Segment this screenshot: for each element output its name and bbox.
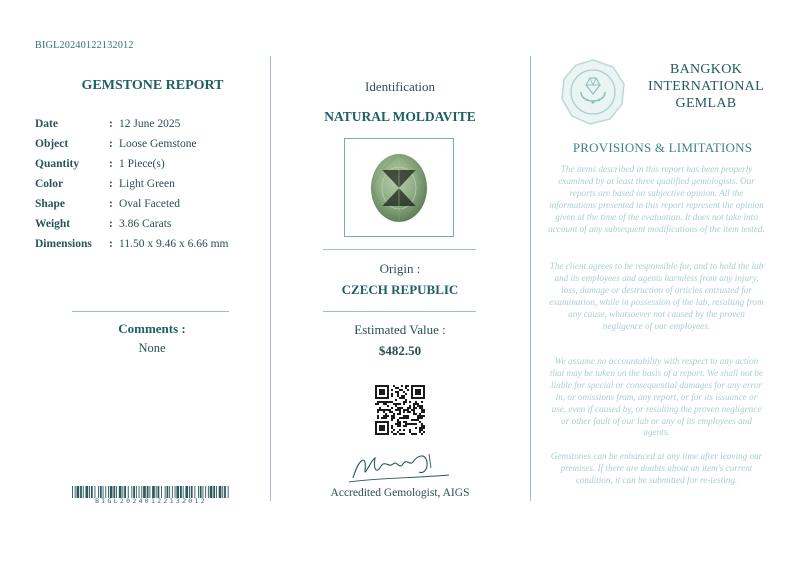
identification-label: Identification <box>364 79 436 94</box>
barcode-text: BIGL20240122132012 <box>95 497 207 505</box>
field-colon: : <box>109 138 113 150</box>
field-value: 1 Piece(s) <box>119 158 165 170</box>
field-value: Loose Gemstone <box>119 138 197 150</box>
comments-value: None <box>138 341 166 355</box>
details-list <box>35 118 265 258</box>
field-label: Quantity <box>35 158 80 170</box>
comments-rule <box>72 311 229 312</box>
field-object <box>35 138 265 158</box>
field-quantity <box>35 158 265 178</box>
gemstone-image <box>345 139 453 236</box>
field-label: Weight <box>35 218 71 230</box>
divider-right <box>530 56 531 501</box>
report-title: GEMSTONE REPORT <box>81 78 224 93</box>
field-colon: : <box>109 158 113 170</box>
field-label: Date <box>35 118 58 130</box>
field-colon: : <box>109 218 113 230</box>
field-color <box>35 178 265 198</box>
provisions-paragraph: Gemstones can be enhanced at any time after leaving our premises. If there are doubts about an item's current condition, it can be submitted for re-testing. <box>550 451 763 485</box>
lab-name <box>640 61 772 112</box>
lab-name-line1: BANGKOK <box>669 62 743 77</box>
provisions-paragraph: We assume no accountability with respect to any action that may be taken on the basis of a report. We shall not be liable for special or consequential damages for any error in, or omissions from, any report, or for its issuance or use, even if caused by, or resulting the proven negligence or other fault of our lab or any of its employees and agents. <box>549 356 764 438</box>
field-value: 11.50 x 9.46 x 6.66 mm <box>119 238 229 250</box>
origin-rule-bottom <box>323 311 476 312</box>
field-label: Object <box>35 138 69 150</box>
field-value: 3.86 Carats <box>119 218 172 230</box>
gemstone-photo <box>344 138 454 237</box>
comments-label: Comments : <box>118 321 186 336</box>
report-id: BIGL20240122132012 <box>35 40 134 51</box>
field-value: Oval Faceted <box>119 198 180 210</box>
stone-name: NATURAL MOLDAVITE <box>324 109 476 124</box>
estimated-value-label: Estimated Value : <box>354 322 446 337</box>
field-label: Shape <box>35 198 66 210</box>
provisions-title: PROVISIONS & LIMITATIONS <box>572 140 753 155</box>
provisions-paragraph: The client agrees to be responsible for, and to hold the lab and its employees and agents harmless from any injury, loss, damage or destruction of articles entrusted for examination, while in possession of the lab, resulting from any cause, whatsoever not caused by the proven negligence of our employees. <box>549 261 764 331</box>
lab-name-line3: GEMLAB <box>675 96 737 111</box>
field-label: Color <box>35 178 64 190</box>
lab-name-line2: INTERNATIONAL <box>648 79 764 94</box>
field-label: Dimensions <box>35 238 92 250</box>
gemologist-title: Accredited Gemologist, AIGS <box>330 487 470 499</box>
provisions-paragraph: The items described in this report has been properly examined by at least three qualified gemologists. Our reports are based on subjective opinion. All the informations presented in this report represent the opinion given at the time of the evaluation. It does not take into account of any subsequent modifications of the item tested. <box>548 164 765 234</box>
field-shape <box>35 198 265 218</box>
field-colon: : <box>109 178 113 190</box>
origin-label: Origin : <box>379 261 421 276</box>
lab-logo-icon <box>559 58 627 126</box>
field-value: 12 June 2025 <box>119 118 181 130</box>
field-colon: : <box>109 118 113 130</box>
estimated-value: $482.50 <box>378 343 422 358</box>
signature <box>345 448 455 486</box>
field-weight <box>35 218 265 238</box>
divider-left <box>270 56 271 501</box>
field-value: Light Green <box>119 178 175 190</box>
origin-rule-top <box>323 249 476 250</box>
qr-code <box>375 385 425 435</box>
field-dimensions <box>35 238 265 258</box>
origin-value: CZECH REPUBLIC <box>341 282 459 297</box>
field-colon: : <box>109 238 113 250</box>
field-colon: : <box>109 198 113 210</box>
field-date <box>35 118 265 138</box>
